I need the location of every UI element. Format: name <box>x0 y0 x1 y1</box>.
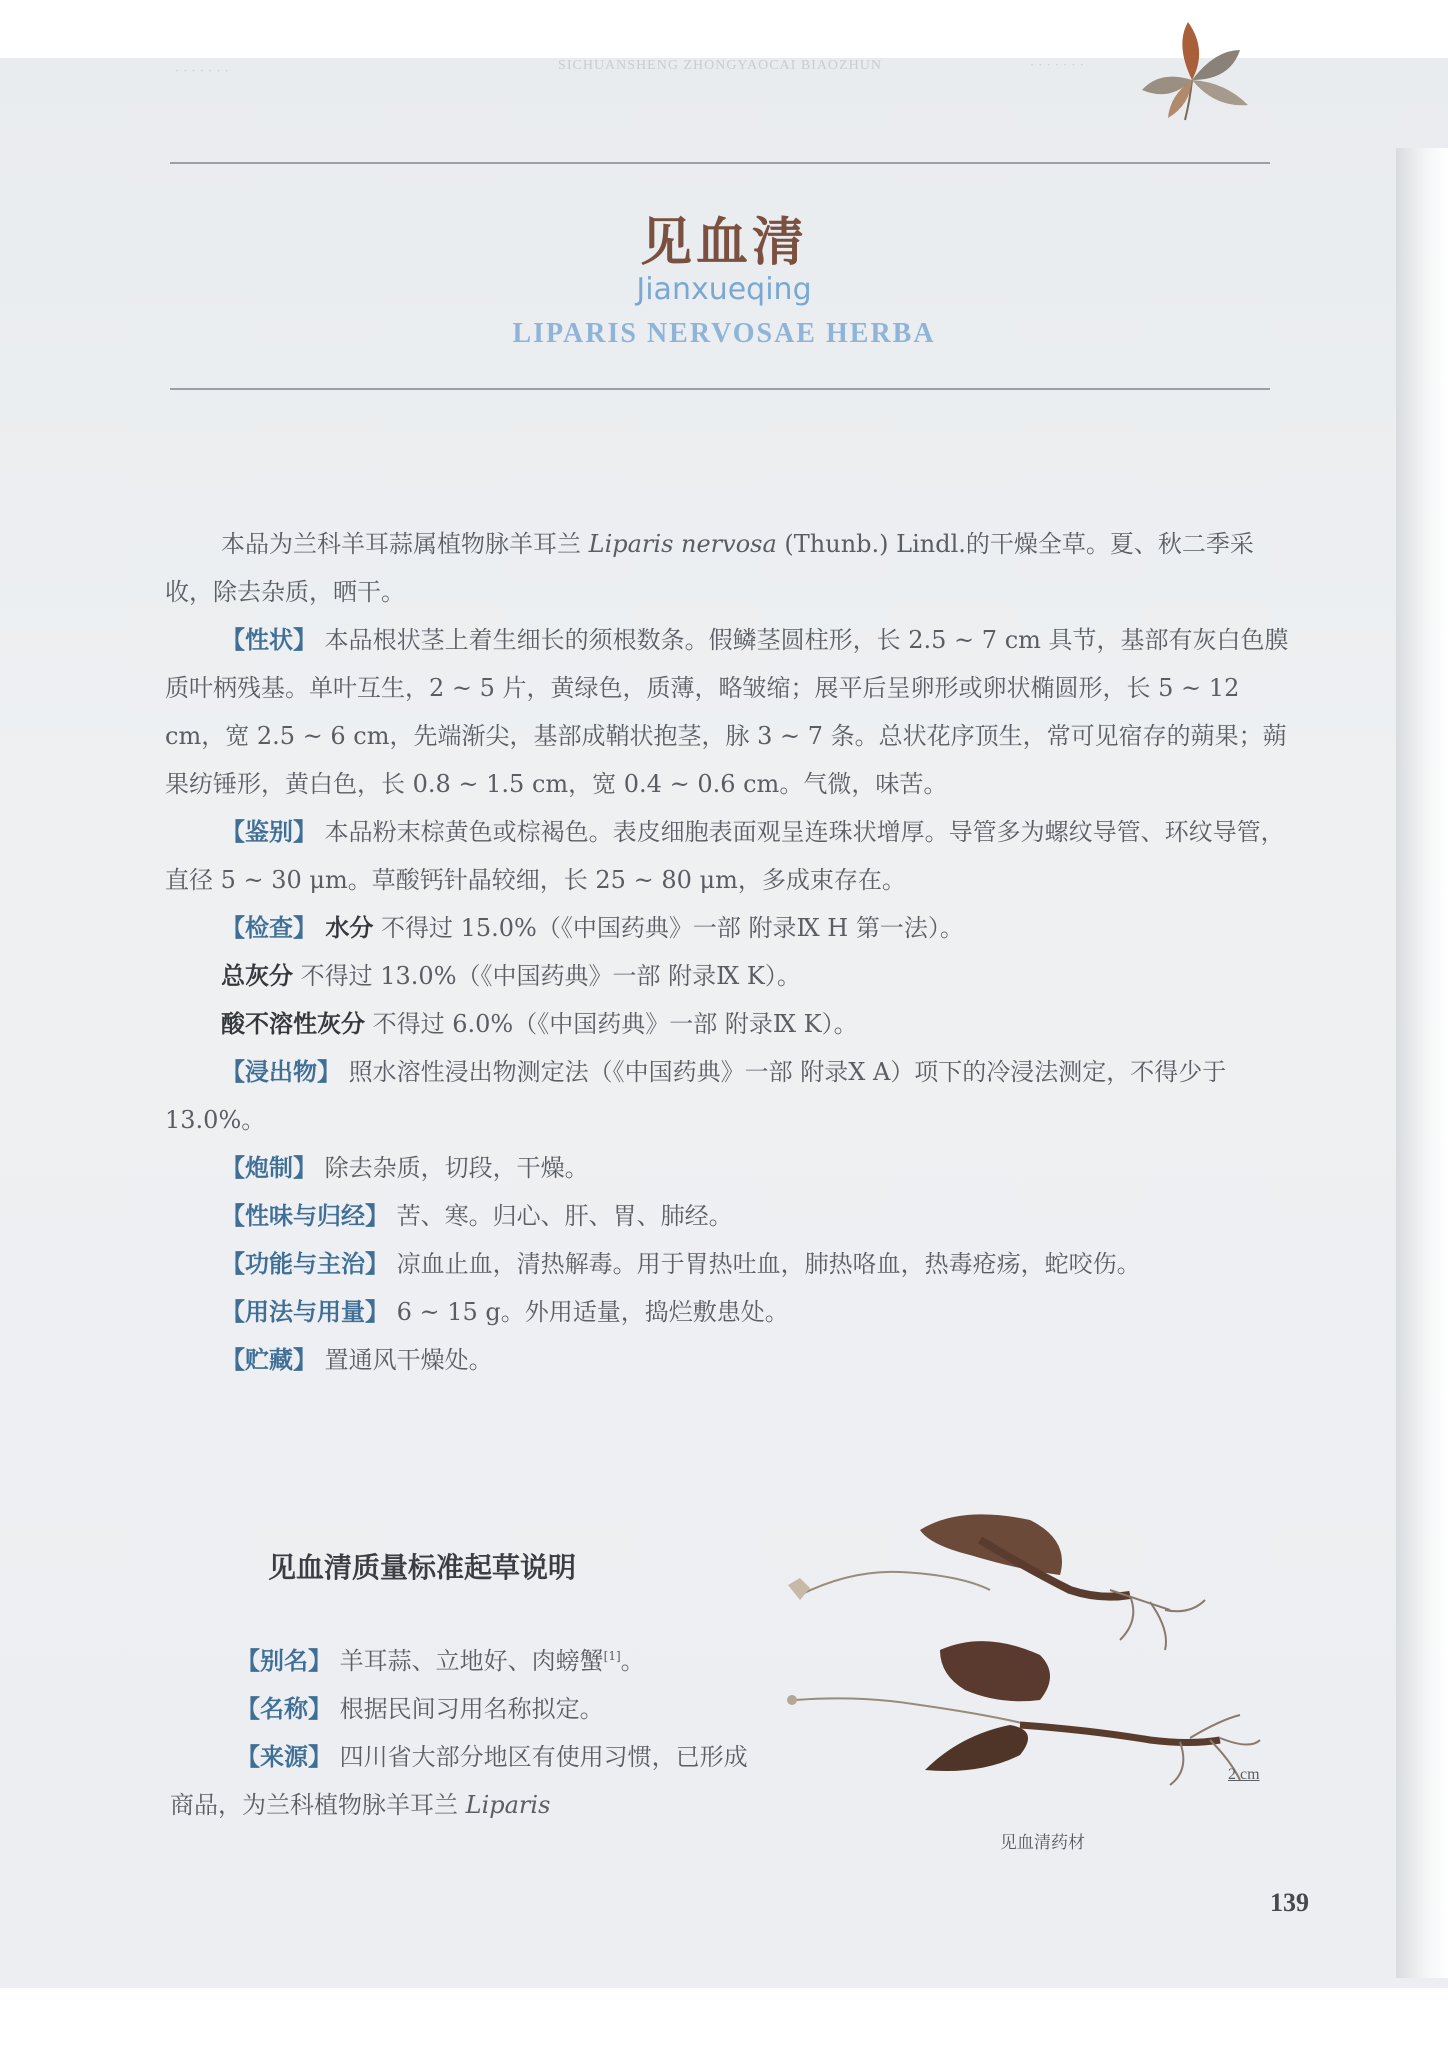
figure-caption: 见血清药材 <box>1000 1833 1085 1853</box>
scale-bar-label: 2 cm <box>1228 1766 1260 1783</box>
draft-body <box>170 1632 770 1829</box>
draft-bieming <box>170 1632 770 1685</box>
section-jinchuwu <box>165 1048 1290 1144</box>
section-tag: 【贮藏】 <box>221 1346 317 1374</box>
section-tag: 【用法与用量】 <box>221 1298 389 1326</box>
draft-section-title: 见血清质量标准起草说明 <box>268 1551 577 1584</box>
section-jiancha <box>165 904 1290 952</box>
section-text: 除去杂质，切段，干燥。 <box>317 1154 589 1182</box>
section-tag: 【检查】 <box>221 914 317 942</box>
page-number: 139 <box>1270 1888 1309 1917</box>
section-xingwei <box>165 1192 1290 1240</box>
section-text: 本品粉末棕黄色或棕褐色。表皮细胞表面观呈连珠状增厚。导管多为螺纹导管、环纹导管，直径 5 ~ 30 μm。草酸钙针晶较细，长 25 ~ 80 μm，多成束存在。 <box>165 818 1285 894</box>
section-paozhi <box>165 1144 1290 1192</box>
section-jiancha-ash <box>165 952 1290 1000</box>
section-tag: 【名称】 <box>236 1695 332 1723</box>
section-text: 凉血止血，清热解毒。用于胃热吐血，肺热咯血，热毒疮疡，蛇咬伤。 <box>389 1250 1141 1278</box>
monograph-body <box>165 520 1290 1384</box>
page-title: 见血清 <box>639 212 808 273</box>
section-text-end: 。 <box>620 1647 645 1675</box>
section-text: 四川省大部分地区有使用习惯，已形成商品，为兰科植物脉羊耳兰 <box>170 1743 748 1819</box>
section-zhucang <box>165 1336 1290 1384</box>
section-text: 不得过 13.0%（《中国药典》一部 附录Ⅸ K）。 <box>293 962 801 990</box>
section-tag: 【炮制】 <box>221 1154 317 1182</box>
intro-text: 本品为兰科羊耳蒜属植物脉羊耳兰 <box>221 530 589 558</box>
running-header: SICHUANSHENG ZHONGYAOCAI BIAOZHUN <box>558 58 882 73</box>
header-right-mark: · · · · · · · <box>1030 58 1084 73</box>
species-name: Liparis nervosa <box>588 530 777 558</box>
header-left-mark: · · · · · · · <box>175 64 229 79</box>
draft-laiyuan <box>170 1733 770 1829</box>
title-latin: LIPARIS NERVOSAE HERBA <box>512 318 936 349</box>
section-tag: 【性状】 <box>221 626 317 654</box>
section-tag: 【性味与归经】 <box>221 1202 389 1230</box>
subsection-label: 酸不溶性灰分 <box>221 1010 365 1038</box>
reference-mark: [1] <box>603 1649 621 1663</box>
section-xingzhuang <box>165 616 1290 808</box>
section-tag: 【来源】 <box>236 1743 332 1771</box>
title-pinyin: Jianxueqing <box>636 272 812 307</box>
section-tag: 【功能与主治】 <box>221 1250 389 1278</box>
section-text: 本品根状茎上着生细长的须根数条。假鳞茎圆柱形，长 2.5 ~ 7 cm 具节，基部有灰白色膜质叶柄残基。单叶互生，2 ~ 5 片，黄绿色，质薄，略皱缩；展平后呈卵形或卵状椭圆形，长 5 ~ 12 cm，宽 2.5 ~ 6 cm，先端渐尖，基部成鞘状抱茎，脉 3 ~ 7 条。总状花序顶生，常可见宿存的蒴果；蒴果纺锤形，黄白色，长 0.8 ~ 1.5 cm，宽 0.4 ~ 0.6 cm。气微，味苦。 <box>165 626 1289 798</box>
draft-mingcheng <box>170 1685 770 1733</box>
section-tag: 【浸出物】 <box>221 1058 341 1086</box>
section-text: 不得过 6.0%（《中国药典》一部 附录Ⅸ K）。 <box>365 1010 858 1038</box>
section-text: 苦、寒。归心、肝、胃、肺经。 <box>389 1202 733 1230</box>
subsection-label: 总灰分 <box>221 962 293 990</box>
page-edge <box>1396 148 1448 1978</box>
section-jiancha-acid <box>165 1000 1290 1048</box>
section-jianbie <box>165 808 1290 904</box>
species-name: Liparis <box>465 1791 551 1819</box>
title-top-rule <box>170 162 1270 164</box>
section-text: 6 ~ 15 g。外用适量，捣烂敷患处。 <box>389 1298 789 1326</box>
section-yongfa <box>165 1288 1290 1336</box>
section-text: 不得过 15.0%（《中国药典》一部 附录Ⅸ H 第一法）。 <box>373 914 964 942</box>
section-text: 照水溶性浸出物测定法（《中国药典》一部 附录Ⅹ A）项下的冷浸法测定，不得少于 13.0%。 <box>165 1058 1227 1134</box>
section-tag: 【别名】 <box>236 1647 332 1675</box>
intro-text-end: (Thunb.) Lindl.的干燥全草。夏、秋二季采收，除去杂质，晒干。 <box>165 530 1254 606</box>
intro-paragraph <box>165 520 1290 616</box>
section-gongneng <box>165 1240 1290 1288</box>
section-tag: 【鉴别】 <box>221 818 317 846</box>
leaf-sprig-icon <box>1130 10 1260 130</box>
section-text: 羊耳蒜、立地好、肉螃蟹 <box>332 1647 604 1675</box>
subsection-label: 水分 <box>317 914 374 942</box>
section-text: 根据民间习用名称拟定。 <box>332 1695 604 1723</box>
title-bottom-rule <box>170 388 1270 390</box>
section-text: 置通风干燥处。 <box>317 1346 493 1374</box>
herb-specimen-photo <box>770 1500 1290 1800</box>
